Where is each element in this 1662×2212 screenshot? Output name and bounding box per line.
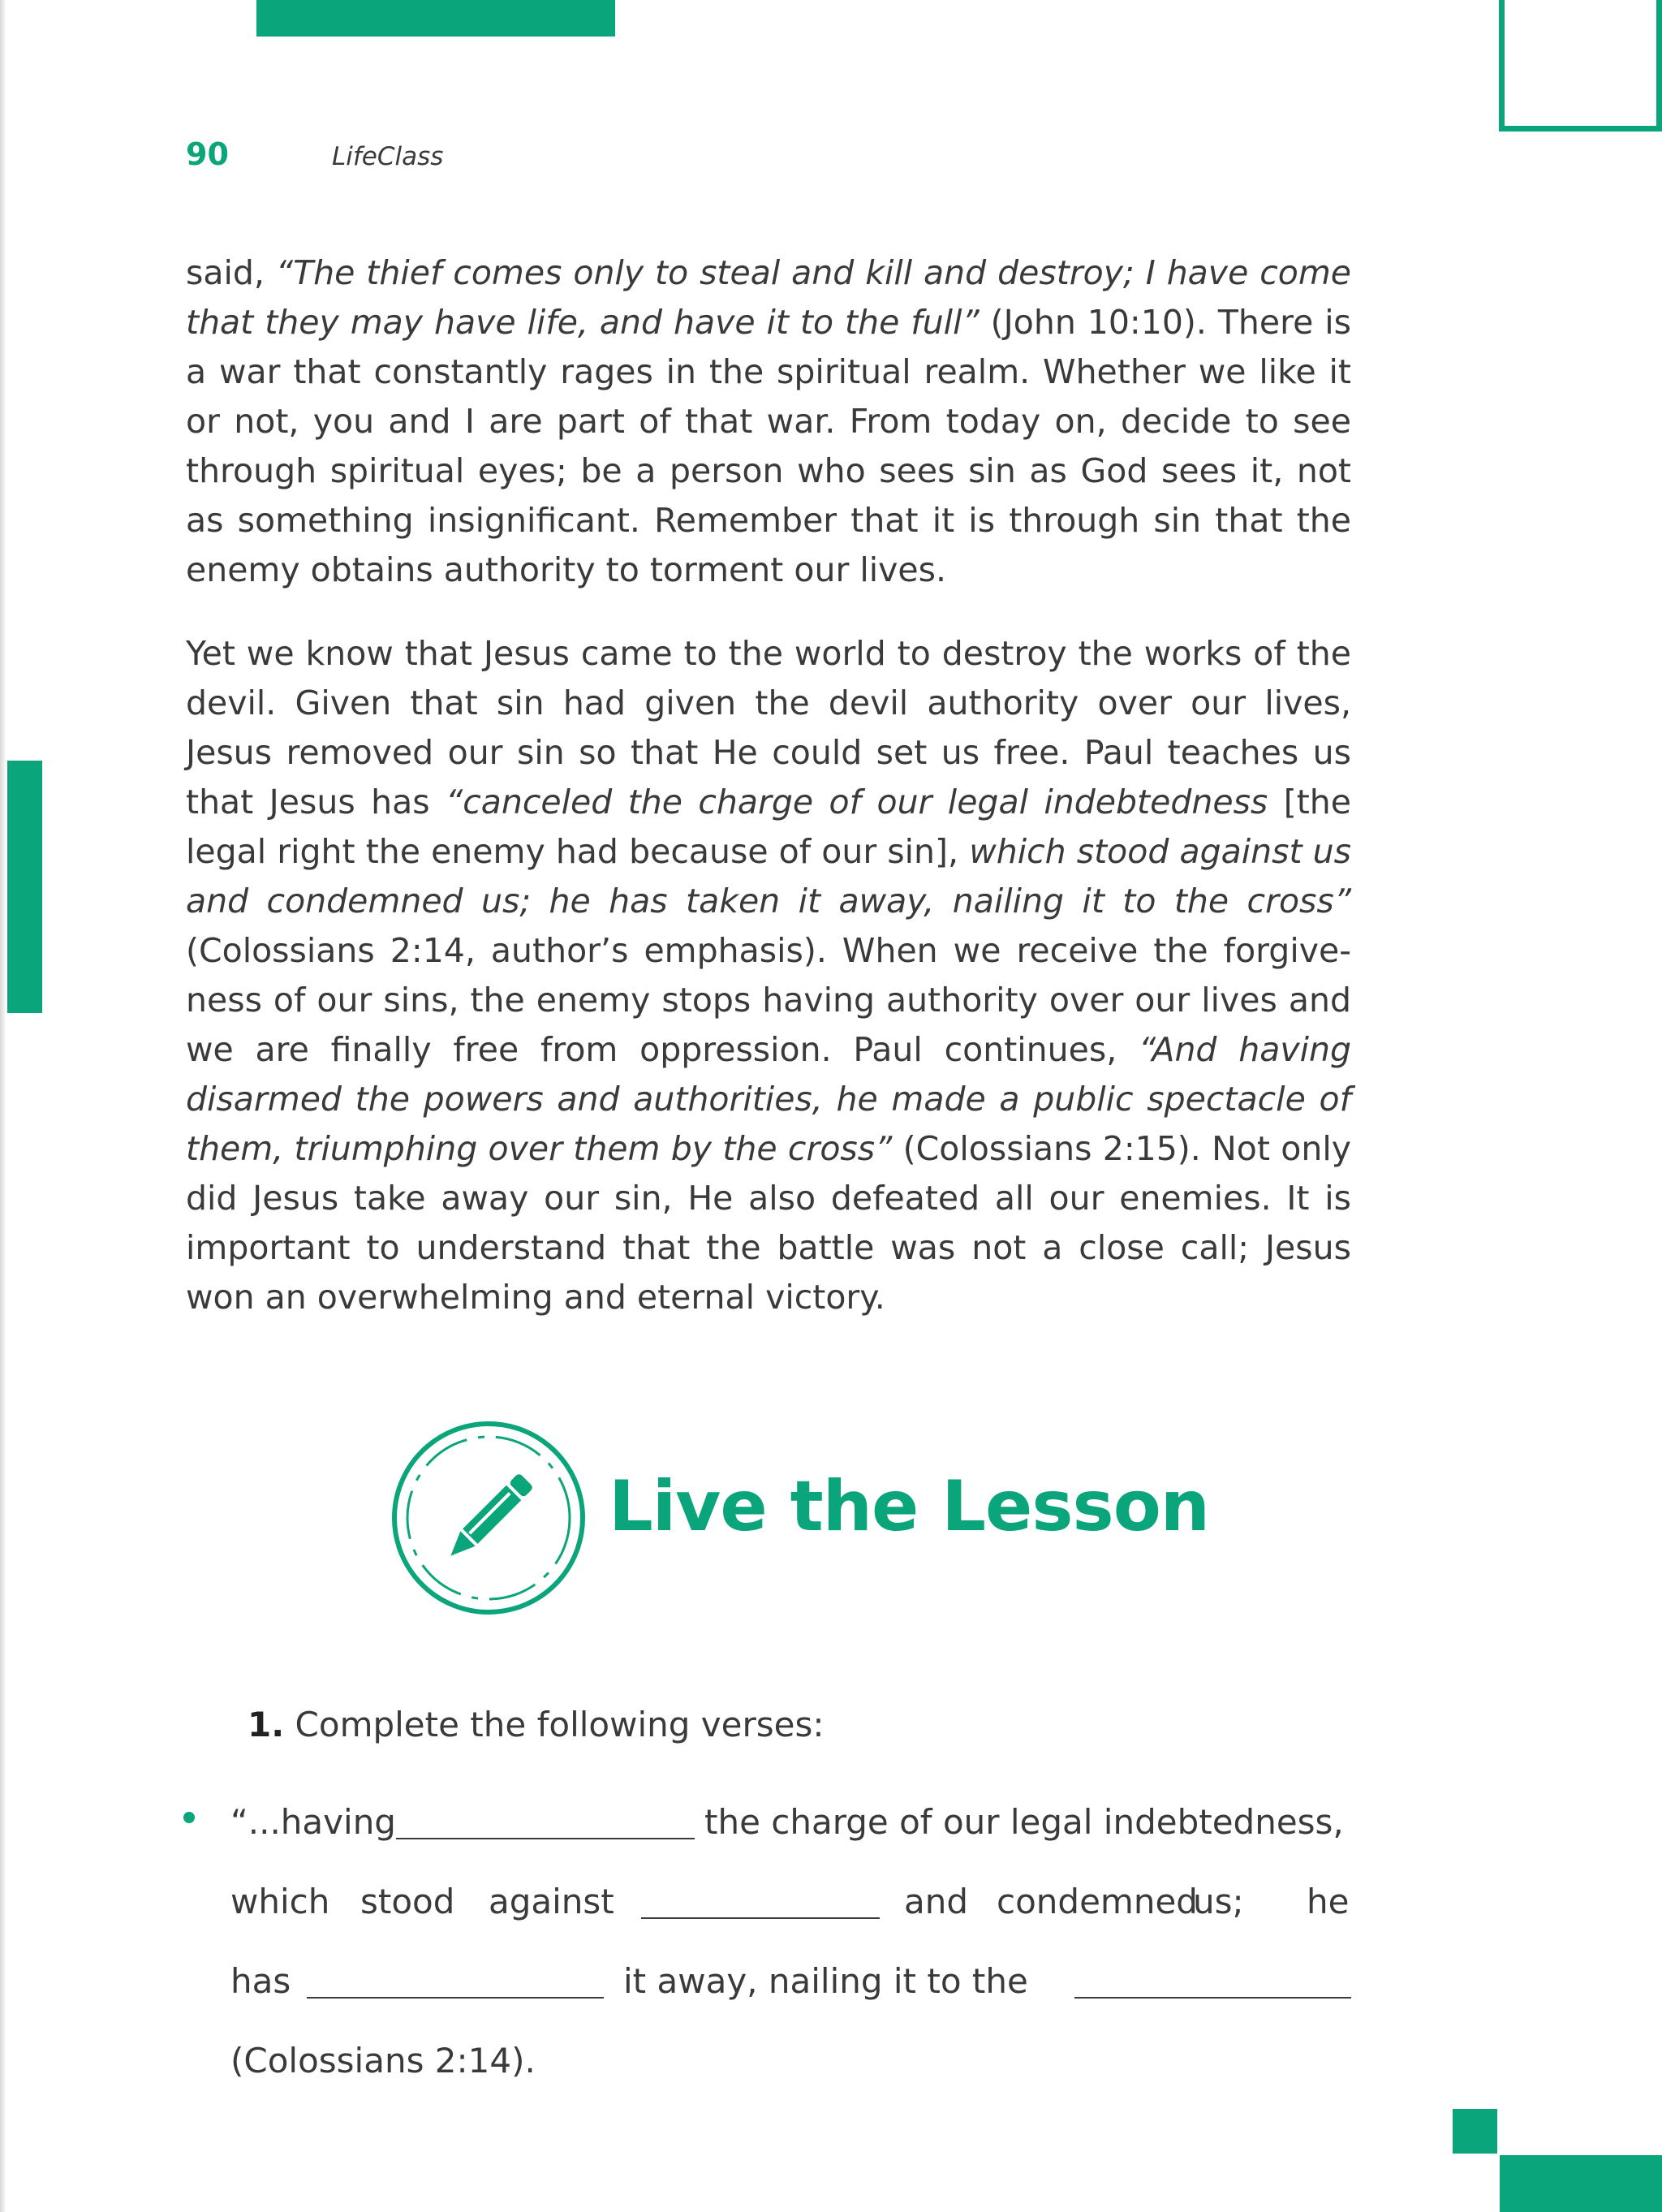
line-text: “...having <box>230 1802 396 1842</box>
scripture-quote: “canceled the charge of our legal indebtedness <box>445 783 1268 821</box>
paragraph-text: (Colossians 2:15). Not only did Jesus take away our sin, He also defeated all our enemies. It is important to understand that the battle was not a close call; Jesus won an overwhelming and eternal victory. <box>186 1129 1351 1317</box>
answer-blank[interactable] <box>641 1882 880 1919</box>
line-text: stood <box>360 1882 455 1921</box>
decorative-square <box>1453 2109 1497 2154</box>
fill-in-line <box>230 1882 1351 1930</box>
paragraph <box>186 248 1351 595</box>
paragraph <box>186 629 1351 1322</box>
paragraph-text: Yet we know that Jesus came to the world to destroy the works of the devil. Given that sin had given the devil authority over our lives, Jesus removed our sin so that He could set us free. Paul teaches us that Jesus has <box>186 634 1351 821</box>
section-heading <box>390 1419 1210 1618</box>
scripture-quote: which stood against us and condemned us; he has taken it away, nailing it to the cross” <box>186 832 1351 921</box>
decorative-left-bar <box>7 761 42 1013</box>
line-text: has <box>230 1961 291 2001</box>
paragraph-text: said, <box>186 253 276 292</box>
running-head: LifeClass <box>332 142 444 171</box>
line-text: condemned <box>997 1882 1198 1921</box>
scripture-quote: “And having disarmed the powers and authorities, he made a public spectacle of them, triumphing over them by the cross” <box>186 1030 1351 1168</box>
fill-in-line <box>230 2041 1351 2089</box>
exercise-number: 1. <box>248 1705 285 1744</box>
page-edge-shadow <box>0 0 6 2212</box>
answer-blank[interactable] <box>1074 1961 1351 1999</box>
bullet-icon <box>183 1812 195 1823</box>
scripture-quote: “The thief comes only to steal and kill and destroy; I have come that they may have life, and have it to the full” <box>186 253 1351 342</box>
line-text: (Colossians 2:14). <box>230 2041 536 2080</box>
pencil-icon <box>390 1419 588 1618</box>
section-title: Live the Lesson <box>609 1466 1210 1547</box>
line-text: against <box>489 1882 614 1921</box>
fill-in-line <box>230 1961 1351 2010</box>
line-text: he <box>1307 1882 1350 1921</box>
answer-blank[interactable] <box>307 1961 604 1999</box>
line-text: us; <box>1193 1882 1244 1921</box>
line-text: the charge of our legal indebtedness, <box>704 1802 1344 1842</box>
page-number: 90 <box>186 136 229 172</box>
paragraph-text: (Colossians 2:14, author’s emphasis). When we receive the forgiveness of our sins, the enemy stops having authority over our lives and we are finally free from oppression. Paul continues, <box>186 931 1351 1069</box>
decorative-top-bar <box>256 0 615 37</box>
line-text: and <box>904 1882 969 1921</box>
line-text: which <box>230 1882 330 1921</box>
decorative-corner-frame <box>1499 0 1662 132</box>
exercise-instruction-text: Complete the following verses: <box>295 1705 825 1744</box>
exercise-instruction <box>248 1705 824 1744</box>
line-text: it away, nailing it to the <box>623 1961 1028 2001</box>
fill-in-line <box>230 1802 1351 1851</box>
answer-blank[interactable] <box>396 1802 695 1839</box>
paragraph-text: [the legal right the enemy had because of our sin], <box>186 783 1351 871</box>
decorative-corner-block <box>1500 2155 1662 2212</box>
paragraph-text: (John 10:10). There is a war that constantly rages in the spiritual realm. Whether we like it or not, you and I are part of that war. From today on, decide to see through spiritual eyes; be a person who sees sin as God sees it, not as something insignificant. Remember that it is through sin that the enemy obtains authority to torment our lives. <box>186 303 1351 589</box>
